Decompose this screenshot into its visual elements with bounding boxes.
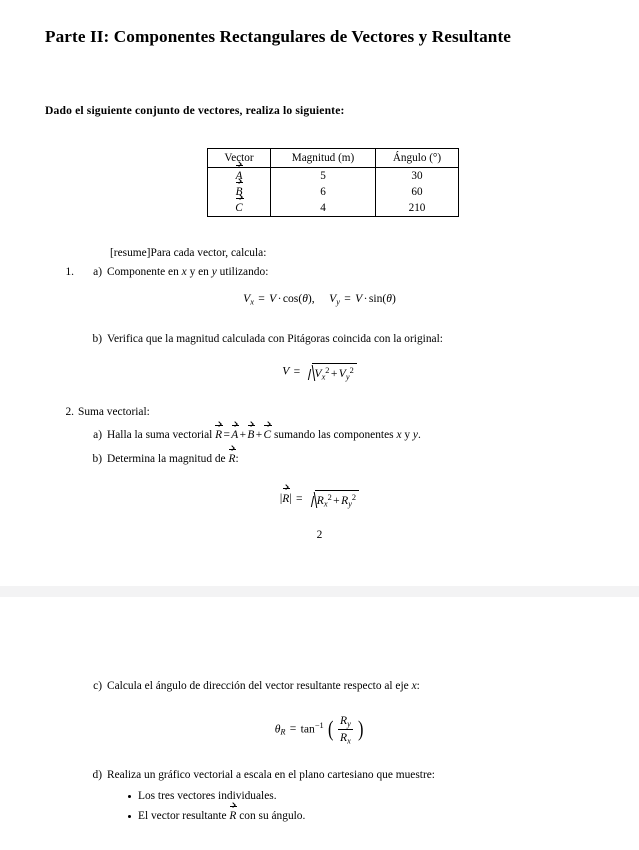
list-text-2: Suma vectorial: [78,406,150,418]
vector-symbol-b: B [235,185,243,198]
math-equals: = [258,292,265,305]
math-R: R [341,493,349,507]
math-V: V [355,292,363,305]
math-var-x: x [181,266,187,278]
math-equals: = [344,292,351,305]
math-sub-x: x [323,499,328,508]
text-segment: . [417,429,421,441]
text-segment: sumando las componentes [271,429,397,441]
text-segment: utilizando: [216,266,269,278]
vector-symbol-c: C [263,429,272,441]
math-theta: θ [302,292,308,305]
cell-angulo: 210 [376,200,459,217]
math-var-x: x [396,429,402,441]
resume-line: [resume]Para cada vector, calcula: [110,247,267,259]
math-R: R [316,493,324,507]
cell-angulo: 30 [376,167,459,184]
vector-symbol-r: R [215,429,223,441]
list-text-2a [107,428,421,443]
math-fraction [338,714,353,745]
math-exp-inverse: −1 [314,721,324,731]
math-dot: · [363,292,368,305]
math-theta: θ [386,292,392,305]
math-cos: cos [282,292,299,305]
math-V: V [314,366,322,380]
math-sqrt [304,363,356,381]
list-text-1b: Verifica que la magnitud calculada con Pitágoras coincida con la original: [107,333,443,345]
math-bar: | [289,491,292,505]
formula-resultant-angle [0,714,639,745]
text-segment: El vector resultante [138,810,230,822]
cell-vector [208,200,271,217]
math-exp-2: 2 [351,492,357,502]
text-segment: Calcula el ángulo de dirección del vector resultante respecto al eje [107,680,412,692]
list-label-2c: c) [93,680,102,692]
math-V: V [329,292,337,305]
vector-symbol-r: R [229,810,237,822]
list-label-2d: d) [92,769,102,781]
math-plus: + [255,429,263,441]
cell-magnitud: 5 [271,167,376,184]
math-sub-x: x [321,372,326,381]
math-dot: · [277,292,282,305]
text-segment: con su ángulo. [236,810,306,822]
table-row [208,200,459,217]
math-exp-2: 2 [327,492,332,502]
text-segment: y [401,429,413,441]
math-sin: sin [368,292,383,305]
math-tan: tan [300,722,315,736]
sqrt-radical-icon [307,490,316,508]
math-sub-x: x [347,736,351,746]
vector-symbol-r: R [228,453,236,465]
math-sub-y: y [348,499,352,508]
formula-resultant-magnitude [0,490,639,508]
formula-components: $V_x = V\cdot\cos(\theta)$, $V_y = V\cdot\sin(\theta)$ [243,292,396,307]
list-label-2a: a) [93,429,102,441]
intro-paragraph: Dado el siguiente conjunto de vectores, realiza lo siguiente: [45,104,345,117]
vector-symbol-a: A [235,169,243,182]
math-paren-close: ) [357,716,364,742]
math-plus: + [239,429,247,441]
table-header-angulo: Ángulo (°) [376,149,459,168]
page-title: Parte II: Componentes Rectangulares de Vectores y Resultante [45,27,512,46]
math-sub-x: x [250,297,254,307]
document-page-2 [0,597,639,850]
math-sub-y: y [345,372,350,381]
text-segment: : [416,680,420,692]
text-segment: Determina la magnitud de [107,453,229,465]
page-number: 2 [316,529,323,541]
math-exp-2: 2 [325,365,330,375]
math-theta: θ [274,722,281,736]
bullet-text-2 [138,809,305,824]
list-number-2: 2. [65,406,74,418]
sqrt-radicand [315,490,359,508]
table-row [208,167,459,184]
bullet-icon [128,795,131,798]
math-plus: + [330,366,338,380]
text-segment: Componente en [107,266,182,278]
cell-angulo: 60 [376,184,459,200]
math-plus: + [333,493,340,507]
math-V: V [269,292,277,305]
fraction-denominator [338,729,353,745]
math-exp-2: 2 [349,365,354,375]
math-sqrt [307,490,359,508]
list-text-1a [107,265,268,280]
text-segment: y en [186,266,212,278]
bullet-icon [128,815,131,818]
math-var-x: x [411,680,417,692]
list-label-1a: a) [93,266,102,278]
list-number-1: 1. [65,266,74,278]
sqrt-radicand [312,363,356,381]
vector-symbol-a: A [231,429,239,441]
math-V: V [338,366,346,380]
math-var-y: y [412,429,418,441]
table-header-magnitud: Magnitud (m) [271,149,376,168]
vector-symbol-b: B [247,429,255,441]
cell-magnitud: 4 [271,200,376,217]
math-equals: = [295,491,303,505]
vector-symbol-c: C [235,202,243,215]
list-label-1b: b) [92,333,102,345]
bullet-text-1: Los tres vectores individuales. [138,790,277,802]
math-V: V [243,292,251,305]
list-label-2b: b) [92,453,102,465]
math-sub-R: R [280,727,286,737]
math-paren-open: ( [327,716,334,742]
math-bar: | [279,491,283,505]
table-row [208,184,459,200]
math-R: R [340,730,348,744]
math-equals: = [289,722,297,736]
fraction-numerator [338,714,353,729]
list-text-2d: Realiza un gráfico vectorial a escala en el plano cartesiano que muestre: [107,769,435,781]
text-segment: : [235,453,239,465]
formula-pythagoras [0,363,639,381]
table-header-vector: Vector [208,149,271,168]
list-text-2b [107,452,239,467]
math-sub-y: y [336,297,340,307]
vectors-table [207,148,459,217]
page-separator [0,586,639,597]
math-sub-y: y [347,719,351,729]
math-V: V [282,364,290,378]
vector-symbol-r: R [282,491,290,505]
table-header-row [208,149,459,168]
math-var-y: y [211,266,217,278]
math-comma: , [311,292,315,305]
math-R: R [340,714,348,727]
text-segment: Halla la suma vectorial [107,429,216,441]
list-text-2c [107,679,420,694]
sqrt-radical-icon [304,363,313,381]
cell-magnitud: 6 [271,184,376,200]
math-equals: = [293,364,301,378]
math-equals: = [223,429,230,441]
